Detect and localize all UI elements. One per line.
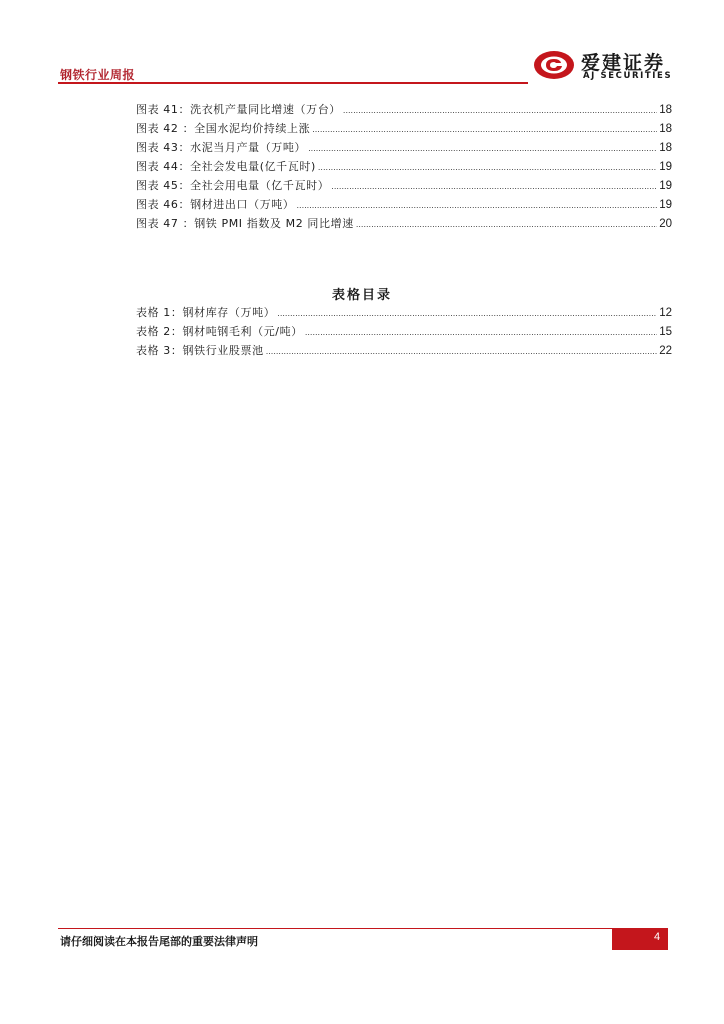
toc-entry-label: 表格 1：钢材库存（万吨） [136,306,276,319]
toc-entry[interactable] [136,100,672,119]
toc-entry-page: 15 [659,326,672,338]
toc-entry-label: 图表 43：水泥当月产量（万吨） [136,141,307,154]
toc-entry[interactable] [136,214,672,233]
toc-entry-label: 图表 46：钢材进出口（万吨） [136,198,295,211]
toc-entry[interactable] [136,138,672,157]
header-title: 钢铁行业周报 [60,68,136,82]
page-number: 4 [653,931,661,943]
toc-entry-page: 19 [659,199,672,211]
tables-toc [136,303,672,360]
toc-entry-page: 19 [659,180,672,192]
logo-mark-icon [533,50,575,80]
toc-entry-page: 12 [659,307,672,319]
toc-entry-label: 图表 45：全社会用电量（亿千瓦时） [136,179,330,192]
toc-entry-page: 19 [659,161,672,173]
toc-entry-page: 20 [659,218,672,230]
toc-entry[interactable] [136,341,672,360]
toc-entry-label: 图表 41：洗衣机产量同比增速（万台） [136,103,341,116]
toc-entry-label: 表格 3：钢铁行业股票池 [136,344,264,357]
toc-entry[interactable] [136,303,672,322]
toc-entry-page: 18 [659,104,672,116]
toc-leader-dots [318,158,657,177]
logo-english-text: AJ SECURITIES [583,71,673,81]
footer-rule [58,928,668,929]
toc-entry-label: 图表 44：全社会发电量(亿千瓦时) [136,160,316,173]
toc-entry-label: 图表 42 ：全国水泥均价持续上涨 [136,122,311,135]
header-rule [58,82,528,84]
toc-leader-dots [343,101,657,120]
footer-disclaimer: 请仔细阅读在本报告尾部的重要法律声明 [60,935,258,948]
company-logo [533,48,673,84]
toc-leader-dots [277,304,657,323]
page-number-box [612,928,668,950]
toc-leader-dots [312,120,657,139]
tables-section-title: 表格目录 [331,288,392,303]
toc-entry[interactable] [136,119,672,138]
toc-leader-dots [308,139,657,158]
toc-entry-page: 18 [659,123,672,135]
toc-entry-page: 22 [659,345,672,357]
toc-entry[interactable] [136,322,672,341]
logo-chinese-text: 爱建证券 [581,52,666,74]
toc-leader-dots [356,215,657,234]
toc-entry[interactable] [136,157,672,176]
toc-entry[interactable] [136,195,672,214]
toc-entry[interactable] [136,176,672,195]
toc-leader-dots [305,323,657,342]
toc-leader-dots [297,196,658,215]
figures-toc [136,100,672,233]
toc-leader-dots [266,342,658,361]
toc-entry-label: 图表 47 ：钢铁 PMI 指数及 M2 同比增速 [136,217,354,230]
toc-entry-page: 18 [659,142,672,154]
toc-leader-dots [331,177,657,196]
toc-entry-label: 表格 2：钢材吨钢毛利（元/吨） [136,325,303,338]
